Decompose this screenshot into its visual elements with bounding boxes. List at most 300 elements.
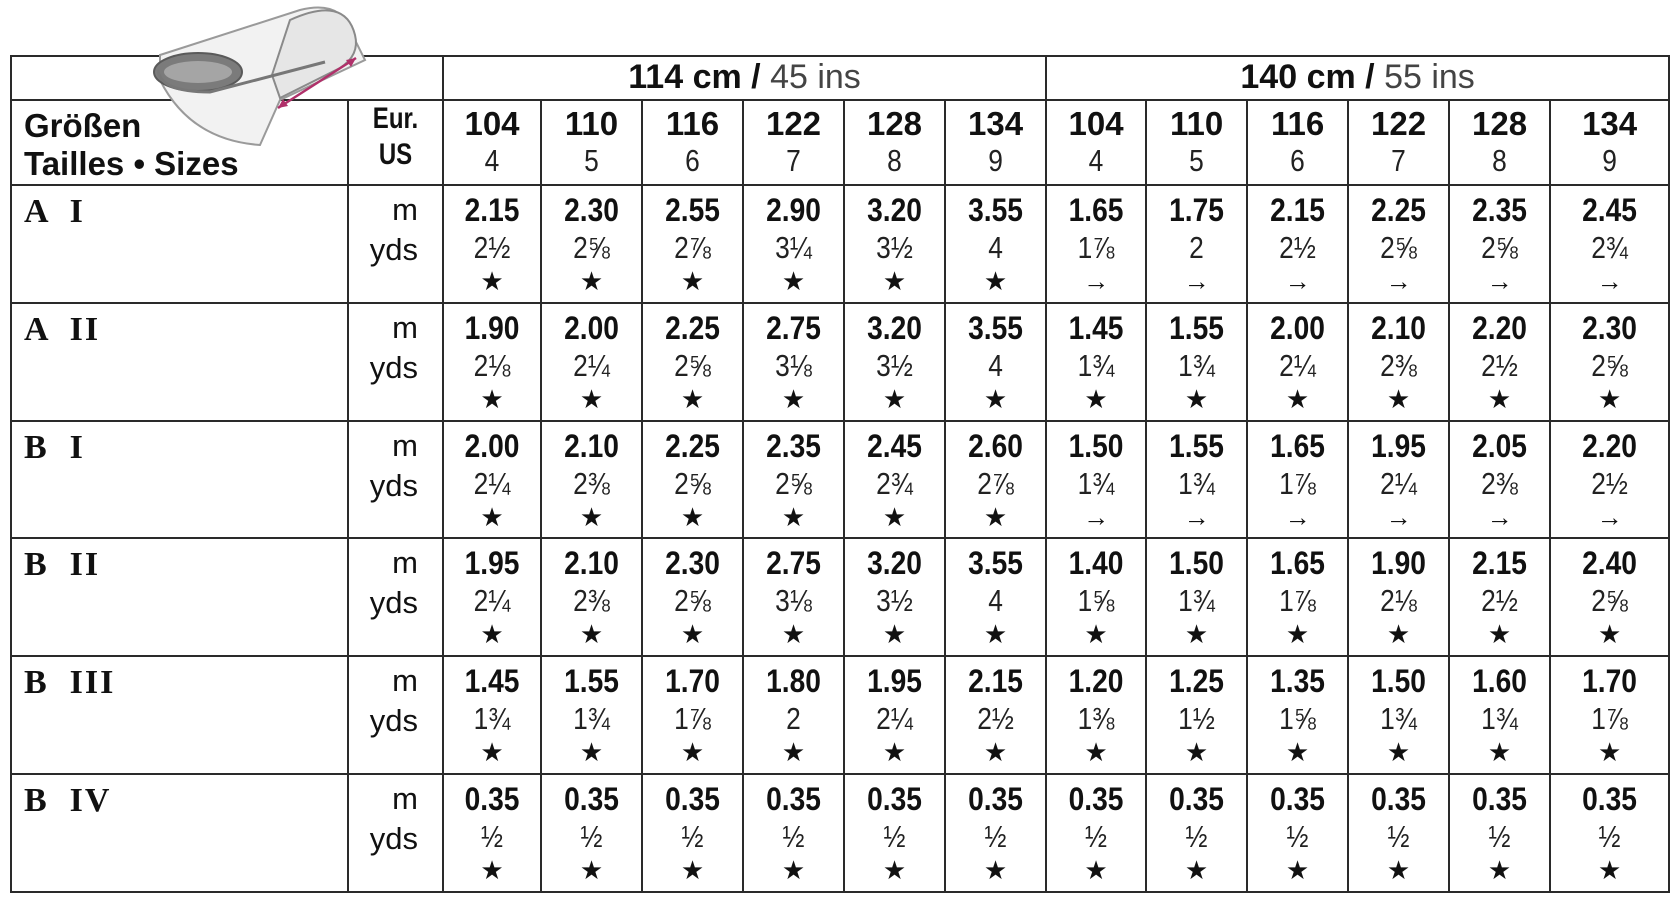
size-us-value: 5 (584, 142, 599, 178)
yards-value: 2⅝ (1591, 347, 1628, 383)
size-eur-value: 122 (765, 104, 822, 142)
symbol-mark: ★ (983, 855, 1008, 886)
value-cell (743, 303, 844, 421)
meters-value: 1.50 (1371, 663, 1426, 700)
meters-value: 3.55 (968, 309, 1023, 346)
meters-value: 0.35 (665, 781, 720, 818)
symbol-mark: ★ (1597, 737, 1622, 768)
symbol-mark: → (1183, 501, 1210, 532)
value-cell (945, 185, 1046, 303)
size-col-header (1449, 100, 1550, 185)
meters-value: 3.55 (968, 545, 1023, 582)
symbol-mark: ★ (1184, 619, 1209, 650)
value-cell (1146, 421, 1247, 539)
size-us-value: 8 (1492, 142, 1507, 178)
value-cell (1550, 185, 1669, 303)
value-cell (1348, 538, 1449, 656)
value-cell (541, 421, 642, 539)
meters-value: 2.25 (665, 427, 720, 464)
yards-value: ½ (580, 819, 603, 855)
yards-value: 2⅜ (573, 583, 610, 619)
value-cell (1046, 656, 1146, 774)
value-cell (1449, 538, 1550, 656)
meters-value: 2.35 (1472, 192, 1527, 228)
meters-value: 1.90 (464, 309, 520, 346)
value-cell (945, 303, 1046, 421)
symbol-mark: → (1486, 501, 1513, 532)
symbol-mark: ★ (882, 855, 907, 886)
symbol-mark: ★ (983, 619, 1008, 650)
value-cell (642, 185, 743, 303)
meters-value: 1.95 (867, 663, 922, 700)
yards-value: ½ (984, 819, 1007, 855)
symbol-mark: ★ (1386, 737, 1411, 768)
meters-value: 2.35 (766, 427, 821, 464)
meters-value: 3.20 (867, 192, 922, 228)
meters-value: 2.90 (766, 192, 821, 228)
symbol-mark: ★ (1386, 619, 1411, 650)
value-cell (642, 303, 743, 421)
yards-value: ½ (782, 819, 805, 855)
meters-value: 2.30 (1582, 309, 1637, 346)
meters-value: 1.45 (464, 663, 520, 700)
unit-yds-label: yds (369, 703, 418, 739)
size-us-value: 5 (1189, 142, 1204, 178)
symbol-mark: ★ (680, 619, 705, 650)
yards-value: 2¼ (1279, 347, 1316, 383)
value-cell (443, 185, 541, 303)
size-eur-value: 116 (665, 104, 720, 142)
value-cell (1146, 538, 1247, 656)
size-col-header (541, 100, 642, 185)
size-us-value: 7 (1391, 142, 1406, 178)
unit-yds-label: yds (369, 821, 418, 857)
meters-value: 2.00 (464, 427, 520, 464)
size-col-header (945, 100, 1046, 185)
value-cell (1348, 421, 1449, 539)
symbol-mark: ★ (1597, 383, 1622, 414)
meters-value: 0.35 (766, 781, 821, 818)
value-cell (844, 303, 945, 421)
value-cell (1046, 303, 1146, 421)
value-cell (945, 656, 1046, 774)
yards-value: 1⅝ (1279, 701, 1316, 737)
size-eur-value: 128 (1472, 104, 1528, 142)
view-label: A I (11, 185, 348, 303)
symbol-mark: ★ (480, 383, 504, 414)
yards-value: 3½ (876, 347, 913, 383)
size-us-value: 4 (1088, 142, 1104, 178)
symbol-mark: ★ (983, 501, 1008, 532)
symbol-mark: ★ (1487, 383, 1512, 414)
yards-value: 2¼ (876, 701, 913, 737)
yards-value: ½ (1185, 819, 1208, 855)
symbol-mark: ★ (781, 619, 806, 650)
meters-value: 1.80 (766, 663, 821, 700)
yards-value: 1¾ (1178, 465, 1215, 501)
value-cell (642, 656, 743, 774)
value-cell (541, 656, 642, 774)
yards-value: 2⅝ (775, 465, 812, 501)
yards-value: 3¼ (775, 230, 812, 265)
symbol-mark: ★ (1084, 619, 1108, 650)
unit-yds-label: yds (369, 232, 418, 267)
yards-value: 2⅝ (1380, 230, 1417, 265)
yards-value: 2⅞ (674, 230, 711, 265)
meters-value: 2.15 (968, 663, 1023, 700)
yards-value: 1⅞ (1279, 583, 1316, 619)
yards-value: 2½ (473, 230, 511, 265)
yards-value: 2¼ (473, 583, 511, 619)
unit-cell (348, 421, 443, 539)
value-cell (844, 774, 945, 892)
size-eur-value: 104 (464, 104, 520, 142)
symbol-mark: ★ (1084, 737, 1108, 768)
symbol-mark: ★ (781, 266, 806, 296)
meters-value: 2.45 (1582, 192, 1637, 228)
value-cell (844, 656, 945, 774)
size-col-header (1247, 100, 1348, 185)
meters-value: 2.40 (1582, 545, 1637, 582)
value-cell (743, 421, 844, 539)
yards-value: 2¾ (876, 465, 913, 501)
meters-value: 2.15 (1270, 192, 1325, 228)
symbol-mark: ★ (1487, 855, 1512, 886)
yards-value: 1¾ (1077, 347, 1115, 383)
value-cell (1449, 656, 1550, 774)
yards-value: 2⅛ (1380, 583, 1417, 619)
yards-value: 1¾ (1178, 347, 1215, 383)
symbol-mark: ★ (579, 266, 604, 296)
size-col-header (1550, 100, 1669, 185)
symbol-mark: ★ (781, 383, 806, 414)
value-cell (844, 421, 945, 539)
unit-m-label: m (392, 781, 418, 817)
symbol-mark: ★ (480, 737, 504, 768)
unit-m-label: m (392, 663, 418, 699)
meters-value: 1.20 (1068, 663, 1124, 700)
meters-value: 0.35 (1068, 781, 1124, 818)
view-label: B II (11, 538, 348, 656)
value-cell (1449, 421, 1550, 539)
size-eur-value: 122 (1371, 104, 1427, 142)
value-cell (743, 656, 844, 774)
yards-value: 4 (988, 230, 1003, 265)
yards-value: 4 (988, 347, 1003, 383)
symbol-mark: ★ (781, 501, 806, 532)
width-header-114 (443, 56, 1046, 100)
size-eur-value: 110 (564, 104, 619, 142)
yards-value: 2½ (1481, 347, 1518, 383)
meters-value: 1.55 (1169, 309, 1224, 346)
yards-value: 1¾ (473, 701, 511, 737)
yards-value: ½ (681, 819, 704, 855)
value-cell (642, 421, 743, 539)
meters-value: 2.60 (968, 427, 1023, 464)
yards-value: 2⅞ (977, 465, 1014, 501)
yards-value: 1¾ (1481, 701, 1518, 737)
value-cell (1348, 185, 1449, 303)
yards-value: 2⅛ (473, 347, 511, 383)
value-cell (1247, 185, 1348, 303)
meters-value: 1.50 (1169, 545, 1224, 582)
symbol-mark: → (1083, 266, 1110, 296)
symbol-mark: ★ (480, 855, 504, 886)
meters-value: 2.10 (564, 427, 619, 464)
yards-value: ½ (481, 819, 503, 855)
symbol-mark: ★ (480, 619, 504, 650)
yards-value: 1⅜ (1077, 701, 1115, 737)
unit-cell (348, 656, 443, 774)
unit-us-label: US (378, 137, 413, 171)
value-cell (1348, 303, 1449, 421)
meters-value: 2.75 (766, 545, 821, 582)
yards-value: 2⅝ (674, 465, 711, 501)
symbol-mark: ★ (882, 266, 907, 296)
value-cell (1550, 303, 1669, 421)
view-label: B III (11, 656, 348, 774)
unit-cell (348, 303, 443, 421)
value-cell (1046, 421, 1146, 539)
symbol-mark: ★ (1285, 383, 1310, 414)
yards-value: 2⅜ (1380, 347, 1417, 383)
value-cell (1449, 774, 1550, 892)
yards-value: 2⅜ (573, 465, 610, 501)
unit-cell (348, 185, 443, 303)
meters-value: 1.55 (1169, 427, 1224, 464)
meters-value: 1.40 (1068, 545, 1124, 582)
size-col-header (1146, 100, 1247, 185)
meters-value: 2.25 (1371, 192, 1426, 228)
value-cell (443, 774, 541, 892)
meters-value: 1.65 (1270, 545, 1325, 582)
value-cell (945, 774, 1046, 892)
table-row (11, 656, 1669, 774)
symbol-mark: → (1183, 266, 1210, 296)
table-row (11, 303, 1669, 421)
value-cell (1449, 185, 1550, 303)
symbol-mark: → (1083, 501, 1110, 532)
symbol-mark: ★ (882, 619, 907, 650)
value-cell (1550, 774, 1669, 892)
yards-value: 2½ (1481, 583, 1518, 619)
value-cell (443, 303, 541, 421)
size-col-header (1348, 100, 1449, 185)
yards-value: 2⅝ (674, 347, 711, 383)
value-cell (541, 774, 642, 892)
value-cell (1348, 656, 1449, 774)
meters-value: 1.25 (1169, 663, 1224, 700)
yards-value: 4 (988, 583, 1003, 619)
meters-value: 1.90 (1371, 545, 1426, 582)
yards-value: 2⅝ (674, 583, 711, 619)
unit-yds-label: yds (369, 467, 418, 503)
value-cell (443, 421, 541, 539)
yards-value: 1⅞ (674, 701, 711, 737)
symbol-mark: ★ (882, 501, 907, 532)
meters-value: 0.35 (464, 781, 520, 818)
value-cell (1247, 774, 1348, 892)
fabric-bolt-icon (150, 0, 400, 150)
size-eur-value: 110 (1169, 104, 1224, 142)
size-col-header (1046, 100, 1146, 185)
meters-value: 1.65 (1270, 427, 1325, 464)
symbol-mark: ★ (1184, 855, 1209, 886)
meters-value: 1.70 (1582, 663, 1637, 700)
meters-value: 0.35 (1582, 781, 1637, 818)
size-eur-value: 134 (1582, 104, 1638, 142)
value-cell (541, 538, 642, 656)
symbol-mark: ★ (579, 501, 604, 532)
meters-value: 1.50 (1068, 427, 1124, 464)
fabric-requirements-table (10, 55, 1670, 893)
value-cell (1247, 421, 1348, 539)
meters-value: 2.20 (1582, 427, 1637, 464)
value-cell (1046, 538, 1146, 656)
symbol-mark: → (1385, 501, 1412, 532)
yards-value: 2¼ (1380, 465, 1417, 501)
meters-value: 2.10 (1371, 309, 1426, 346)
value-cell (844, 538, 945, 656)
symbol-mark: ★ (680, 501, 705, 532)
meters-value: 2.45 (867, 427, 922, 464)
symbol-mark: ★ (680, 383, 705, 414)
size-eur-value: 104 (1068, 104, 1124, 142)
yards-value: 2 (786, 701, 801, 737)
symbol-mark: → (1596, 501, 1623, 532)
meters-value: 0.35 (1169, 781, 1224, 818)
sizes-label-line2: Tailles • Sizes (24, 144, 239, 182)
meters-value: 1.75 (1169, 192, 1224, 228)
width-separator: / (741, 58, 771, 97)
value-cell (1247, 656, 1348, 774)
yards-value: 1¾ (573, 701, 610, 737)
unit-yds-label: yds (369, 349, 418, 385)
symbol-mark: ★ (983, 266, 1008, 296)
symbol-mark: ★ (1386, 383, 1411, 414)
view-label: A II (11, 303, 348, 421)
yards-value: 2⅝ (1481, 230, 1518, 265)
value-cell (1348, 774, 1449, 892)
value-cell (1146, 656, 1247, 774)
meters-value: 0.35 (564, 781, 619, 818)
meters-value: 0.35 (1270, 781, 1325, 818)
value-cell (1146, 774, 1247, 892)
unit-cell (348, 538, 443, 656)
symbol-mark: → (1284, 266, 1311, 296)
yards-value: 2¼ (573, 347, 610, 383)
value-cell (743, 774, 844, 892)
symbol-mark: ★ (1597, 619, 1622, 650)
value-cell (1146, 303, 1247, 421)
view-label: B I (11, 421, 348, 539)
width-cm: 140 cm (1240, 58, 1356, 97)
value-cell (1046, 774, 1146, 892)
width-ins: 55 ins (1384, 58, 1475, 97)
yards-value: 2⅝ (573, 230, 610, 265)
meters-value: 0.35 (968, 781, 1023, 818)
size-eur-value: 134 (968, 104, 1024, 142)
yards-value: 1⅝ (1077, 583, 1115, 619)
symbol-mark: → (1486, 266, 1513, 296)
meters-value: 1.35 (1270, 663, 1325, 700)
meters-value: 3.55 (968, 192, 1023, 228)
value-cell (743, 538, 844, 656)
symbol-mark: ★ (882, 383, 907, 414)
yards-value: 1⅞ (1279, 465, 1316, 501)
yards-value: 2⅝ (1591, 583, 1628, 619)
symbol-mark: ★ (983, 383, 1008, 414)
yards-value: ½ (1598, 819, 1621, 855)
yards-value: ½ (883, 819, 906, 855)
symbol-mark: ★ (882, 737, 907, 768)
meters-value: 2.05 (1472, 427, 1527, 464)
size-eur-value: 128 (866, 104, 923, 142)
meters-value: 1.45 (1068, 309, 1124, 346)
yards-value: ½ (1488, 819, 1511, 855)
meters-value: 3.20 (867, 545, 922, 582)
symbol-mark: ★ (1386, 855, 1411, 886)
size-col-header (844, 100, 945, 185)
symbol-mark: → (1596, 266, 1623, 296)
meters-value: 0.35 (867, 781, 922, 818)
value-cell (1449, 303, 1550, 421)
value-cell (1247, 303, 1348, 421)
size-us-value: 6 (1290, 142, 1305, 178)
meters-value: 1.70 (665, 663, 720, 700)
yards-value: 2½ (1591, 465, 1628, 501)
value-cell (743, 185, 844, 303)
yards-value: ½ (1286, 819, 1309, 855)
meters-value: 3.20 (867, 309, 922, 346)
value-cell (443, 538, 541, 656)
symbol-mark: ★ (579, 619, 604, 650)
yards-value: 2 (1189, 230, 1204, 265)
yards-value: 3⅛ (775, 347, 812, 383)
meters-value: 2.15 (1472, 545, 1527, 582)
meters-value: 0.35 (1472, 781, 1527, 818)
symbol-mark: ★ (480, 266, 504, 296)
value-cell (541, 185, 642, 303)
symbol-mark: ★ (480, 501, 504, 532)
yards-value: 1½ (1178, 701, 1215, 737)
symbol-mark: → (1284, 501, 1311, 532)
meters-value: 2.00 (564, 309, 619, 346)
value-cell (844, 185, 945, 303)
symbol-mark: ★ (1487, 737, 1512, 768)
table-row (11, 774, 1669, 892)
meters-value: 2.30 (665, 545, 720, 582)
size-us-value: 7 (786, 142, 801, 178)
width-ins: 45 ins (770, 58, 861, 97)
size-us-value: 6 (685, 142, 700, 178)
symbol-mark: ★ (1184, 737, 1209, 768)
yards-value: 2¾ (1591, 230, 1628, 265)
unit-m-label: m (392, 192, 418, 227)
value-cell (1550, 421, 1669, 539)
value-cell (945, 421, 1046, 539)
size-us-value: 4 (484, 142, 500, 178)
width-cm: 114 cm (628, 58, 742, 97)
symbol-mark: ★ (579, 737, 604, 768)
table-row (11, 538, 1669, 656)
value-cell (1046, 185, 1146, 303)
yards-value: 2⅜ (1481, 465, 1518, 501)
symbol-mark: → (1385, 266, 1412, 296)
symbol-mark: ★ (1084, 383, 1108, 414)
value-cell (443, 656, 541, 774)
meters-value: 2.20 (1472, 309, 1527, 346)
